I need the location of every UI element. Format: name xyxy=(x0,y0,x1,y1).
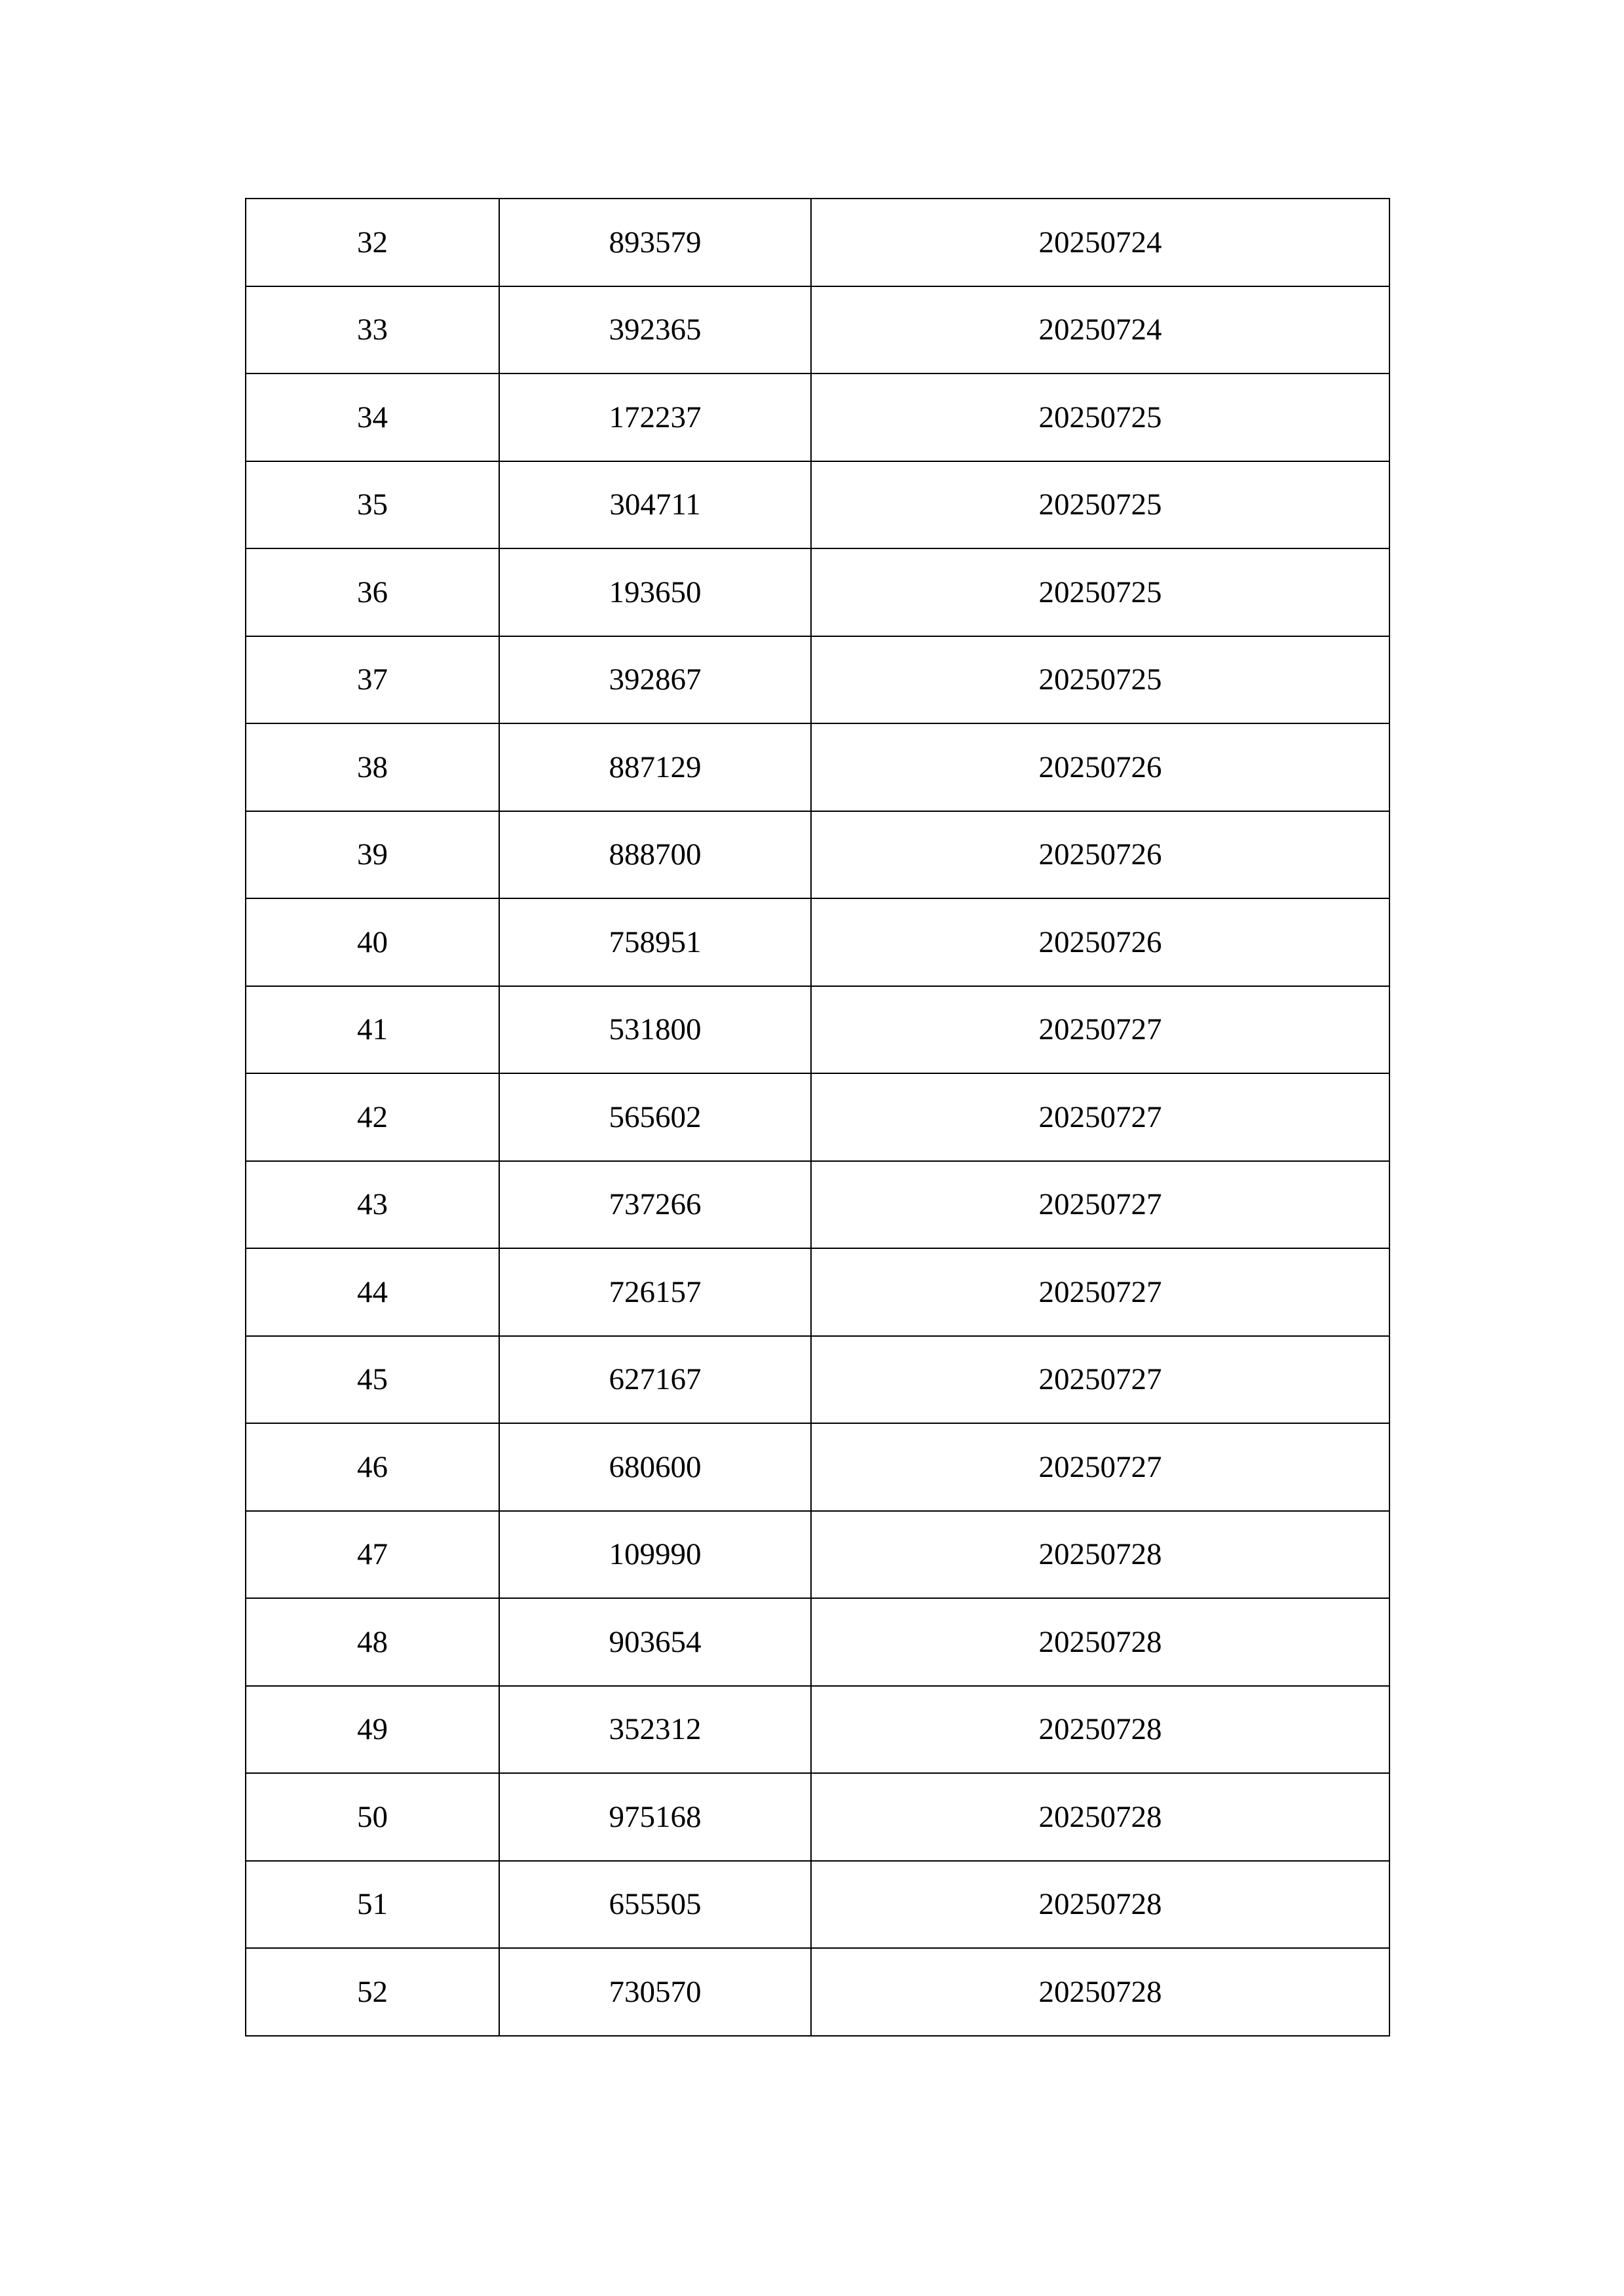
table-row xyxy=(246,986,1389,1074)
date-cell: 20250726 xyxy=(811,898,1389,986)
table-row xyxy=(246,1861,1389,1949)
code-cell: 893579 xyxy=(499,199,811,286)
table-row xyxy=(246,286,1389,374)
code-cell: 887129 xyxy=(499,723,811,811)
row-number-cell: 51 xyxy=(246,1861,499,1949)
code-cell: 680600 xyxy=(499,1423,811,1511)
code-cell: 903654 xyxy=(499,1598,811,1686)
table-row xyxy=(246,1948,1389,2036)
date-cell: 20250728 xyxy=(811,1861,1389,1949)
row-number-cell: 36 xyxy=(246,548,499,636)
date-cell: 20250728 xyxy=(811,1598,1389,1686)
table-row xyxy=(246,898,1389,986)
code-cell: 531800 xyxy=(499,986,811,1074)
row-number-cell: 33 xyxy=(246,286,499,374)
row-number-cell: 37 xyxy=(246,636,499,724)
date-cell: 20250727 xyxy=(811,1336,1389,1424)
row-number-cell: 41 xyxy=(246,986,499,1074)
row-number-cell: 52 xyxy=(246,1948,499,2036)
table-row xyxy=(246,1598,1389,1686)
date-cell: 20250727 xyxy=(811,1248,1389,1336)
date-cell: 20250725 xyxy=(811,461,1389,549)
table-row xyxy=(246,723,1389,811)
date-cell: 20250728 xyxy=(811,1773,1389,1861)
table-row xyxy=(246,199,1389,286)
code-cell: 193650 xyxy=(499,548,811,636)
code-cell: 655505 xyxy=(499,1861,811,1949)
code-cell: 109990 xyxy=(499,1511,811,1599)
code-cell: 392867 xyxy=(499,636,811,724)
row-number-cell: 47 xyxy=(246,1511,499,1599)
table-row xyxy=(246,1161,1389,1249)
code-cell: 726157 xyxy=(499,1248,811,1336)
row-number-cell: 35 xyxy=(246,461,499,549)
row-number-cell: 46 xyxy=(246,1423,499,1511)
table-row xyxy=(246,548,1389,636)
table-row xyxy=(246,1073,1389,1161)
date-cell: 20250724 xyxy=(811,286,1389,374)
row-number-cell: 40 xyxy=(246,898,499,986)
row-number-cell: 48 xyxy=(246,1598,499,1686)
date-cell: 20250726 xyxy=(811,723,1389,811)
code-cell: 737266 xyxy=(499,1161,811,1249)
table-row xyxy=(246,811,1389,899)
date-cell: 20250725 xyxy=(811,548,1389,636)
code-cell: 888700 xyxy=(499,811,811,899)
row-number-cell: 50 xyxy=(246,1773,499,1861)
date-cell: 20250725 xyxy=(811,636,1389,724)
table-row xyxy=(246,1336,1389,1424)
date-cell: 20250727 xyxy=(811,1423,1389,1511)
code-cell: 172237 xyxy=(499,373,811,461)
date-cell: 20250725 xyxy=(811,373,1389,461)
code-cell: 730570 xyxy=(499,1948,811,2036)
row-number-cell: 32 xyxy=(246,199,499,286)
date-cell: 20250728 xyxy=(811,1686,1389,1774)
code-cell: 352312 xyxy=(499,1686,811,1774)
date-cell: 20250726 xyxy=(811,811,1389,899)
date-cell: 20250728 xyxy=(811,1948,1389,2036)
table-row xyxy=(246,636,1389,724)
row-number-cell: 44 xyxy=(246,1248,499,1336)
row-number-cell: 39 xyxy=(246,811,499,899)
date-cell: 20250727 xyxy=(811,986,1389,1074)
table-row xyxy=(246,1773,1389,1861)
data-table xyxy=(245,198,1390,2037)
table-row xyxy=(246,1686,1389,1774)
row-number-cell: 43 xyxy=(246,1161,499,1249)
date-cell: 20250727 xyxy=(811,1073,1389,1161)
row-number-cell: 34 xyxy=(246,373,499,461)
table-row xyxy=(246,461,1389,549)
row-number-cell: 42 xyxy=(246,1073,499,1161)
date-cell: 20250724 xyxy=(811,199,1389,286)
code-cell: 758951 xyxy=(499,898,811,986)
table-row xyxy=(246,1248,1389,1336)
code-cell: 565602 xyxy=(499,1073,811,1161)
date-cell: 20250728 xyxy=(811,1511,1389,1599)
code-cell: 975168 xyxy=(499,1773,811,1861)
code-cell: 627167 xyxy=(499,1336,811,1424)
code-cell: 392365 xyxy=(499,286,811,374)
row-number-cell: 38 xyxy=(246,723,499,811)
table-body xyxy=(246,199,1389,2036)
table-row xyxy=(246,373,1389,461)
table-row xyxy=(246,1511,1389,1599)
code-cell: 304711 xyxy=(499,461,811,549)
row-number-cell: 49 xyxy=(246,1686,499,1774)
table-row xyxy=(246,1423,1389,1511)
row-number-cell: 45 xyxy=(246,1336,499,1424)
date-cell: 20250727 xyxy=(811,1161,1389,1249)
